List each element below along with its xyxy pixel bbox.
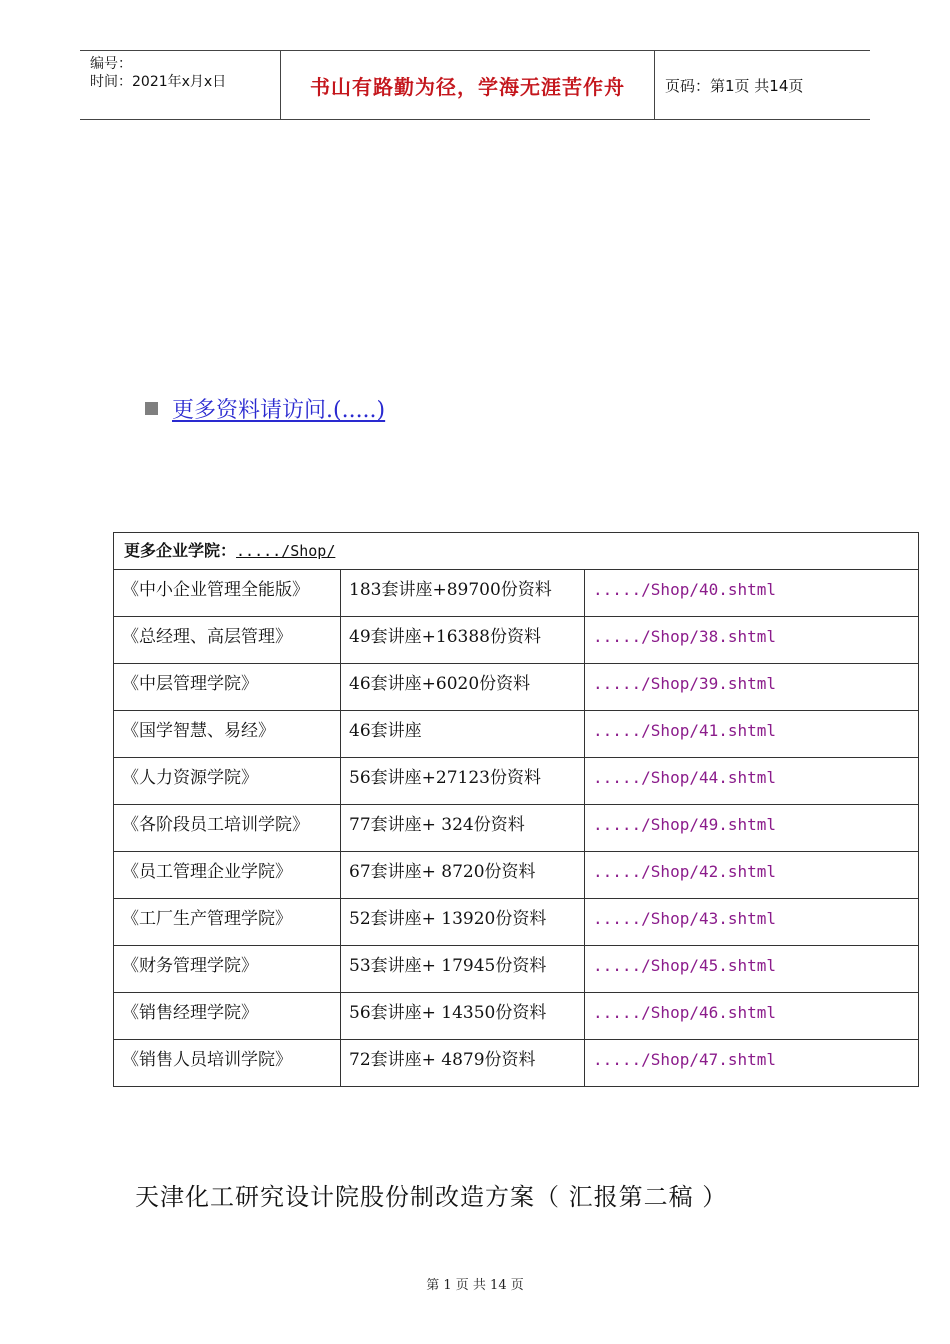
course-name-cell: [114, 664, 341, 711]
course-description-cell: [341, 570, 585, 617]
course-url-link[interactable]: ...../Shop/45.shtml: [593, 956, 777, 975]
table-header-label: 更多企业学院：: [124, 541, 237, 560]
table-row: [114, 617, 919, 664]
course-url-link[interactable]: ...../Shop/49.shtml: [593, 815, 777, 834]
course-name: 《销售经理学院》: [122, 1003, 258, 1023]
header-meta: [80, 51, 281, 119]
course-name-cell: [114, 993, 341, 1040]
course-name: 《销售人员培训学院》: [122, 1050, 292, 1070]
header-number-label: 编号：: [90, 56, 132, 72]
table-header-row: [114, 533, 919, 570]
course-description: 46套讲座+6020份资料: [349, 674, 531, 694]
course-name-cell: [114, 758, 341, 805]
header-page-label: 页码：第1页 共14页: [665, 76, 804, 95]
course-description-cell: [341, 711, 585, 758]
course-description-cell: [341, 805, 585, 852]
document-title: 天津化工研究设计院股份制改造方案（ 汇报第二稿 ）: [135, 1183, 728, 1211]
course-url-link-cell: [585, 993, 919, 1040]
course-description: 56套讲座+ 14350份资料: [349, 1003, 547, 1023]
page-footer: 第 1 页 共 14 页: [426, 1278, 524, 1293]
more-resources-row: [145, 393, 385, 424]
course-url-link-cell: [585, 1040, 919, 1087]
course-name: 《各阶段员工培训学院》: [122, 815, 309, 835]
course-name-cell: [114, 570, 341, 617]
course-description-cell: [341, 899, 585, 946]
course-description: 72套讲座+ 4879份资料: [349, 1050, 536, 1070]
table-row: [114, 664, 919, 711]
course-description-cell: [341, 993, 585, 1040]
square-bullet-icon: [145, 402, 158, 415]
course-url-link[interactable]: ...../Shop/40.shtml: [593, 580, 777, 599]
course-url-link[interactable]: ...../Shop/42.shtml: [593, 862, 777, 881]
course-description: 46套讲座: [349, 721, 422, 741]
course-description-cell: [341, 758, 585, 805]
table-header-url[interactable]: ...../Shop/: [236, 542, 336, 560]
table-header-cell: [114, 533, 919, 570]
course-url-link[interactable]: ...../Shop/39.shtml: [593, 674, 777, 693]
course-url-link[interactable]: ...../Shop/44.shtml: [593, 768, 777, 787]
table-row: [114, 570, 919, 617]
course-description-cell: [341, 664, 585, 711]
course-url-link[interactable]: ...../Shop/47.shtml: [593, 1050, 777, 1069]
table-row: [114, 758, 919, 805]
header-motto: 书山有路勤为径，学海无涯苦作舟: [281, 51, 655, 119]
course-url-link-cell: [585, 805, 919, 852]
course-url-link[interactable]: ...../Shop/46.shtml: [593, 1003, 777, 1022]
table-row: [114, 805, 919, 852]
course-description: 52套讲座+ 13920份资料: [349, 909, 547, 929]
table-row: [114, 852, 919, 899]
course-name-cell: [114, 852, 341, 899]
course-description: 77套讲座+ 324份资料: [349, 815, 525, 835]
more-resources-link[interactable]: 更多资料请访问.(.....): [172, 398, 386, 423]
shop-table: [113, 532, 919, 1087]
course-url-link-cell: [585, 617, 919, 664]
course-name: 《人力资源学院》: [122, 768, 258, 788]
course-url-link[interactable]: ...../Shop/38.shtml: [593, 627, 777, 646]
course-description: 49套讲座+16388份资料: [349, 627, 541, 647]
course-description: 53套讲座+ 17945份资料: [349, 956, 547, 976]
course-url-link[interactable]: ...../Shop/41.shtml: [593, 721, 777, 740]
course-description: 56套讲座+27123份资料: [349, 768, 541, 788]
course-description-cell: [341, 852, 585, 899]
course-description: 67套讲座+ 8720份资料: [349, 862, 536, 882]
page-header: [80, 50, 870, 120]
course-name-cell: [114, 946, 341, 993]
course-name: 《总经理、高层管理》: [122, 627, 292, 647]
course-name-cell: [114, 617, 341, 664]
table-row: [114, 946, 919, 993]
header-page-info: [655, 51, 870, 119]
course-url-link-cell: [585, 852, 919, 899]
course-url-link-cell: [585, 664, 919, 711]
course-description-cell: [341, 946, 585, 993]
course-url-link-cell: [585, 570, 919, 617]
table-row: [114, 993, 919, 1040]
course-url-link-cell: [585, 899, 919, 946]
course-description: 183套讲座+89700份资料: [349, 580, 552, 600]
course-url-link-cell: [585, 711, 919, 758]
course-name: 《工厂生产管理学院》: [122, 909, 292, 929]
course-name: 《中小企业管理全能版》: [122, 580, 309, 600]
course-name: 《财务管理学院》: [122, 956, 258, 976]
course-description-cell: [341, 617, 585, 664]
table-row: [114, 711, 919, 758]
header-date: 时间：2021年x月x日: [90, 74, 227, 90]
course-description-cell: [341, 1040, 585, 1087]
course-url-link-cell: [585, 946, 919, 993]
course-name: 《员工管理企业学院》: [122, 862, 292, 882]
course-name: 《中层管理学院》: [122, 674, 258, 694]
course-name-cell: [114, 805, 341, 852]
course-url-link-cell: [585, 758, 919, 805]
table-row: [114, 899, 919, 946]
course-name-cell: [114, 1040, 341, 1087]
table-row: [114, 1040, 919, 1087]
course-url-link[interactable]: ...../Shop/43.shtml: [593, 909, 777, 928]
course-name: 《国学智慧、易经》: [122, 721, 275, 741]
course-name-cell: [114, 899, 341, 946]
course-name-cell: [114, 711, 341, 758]
